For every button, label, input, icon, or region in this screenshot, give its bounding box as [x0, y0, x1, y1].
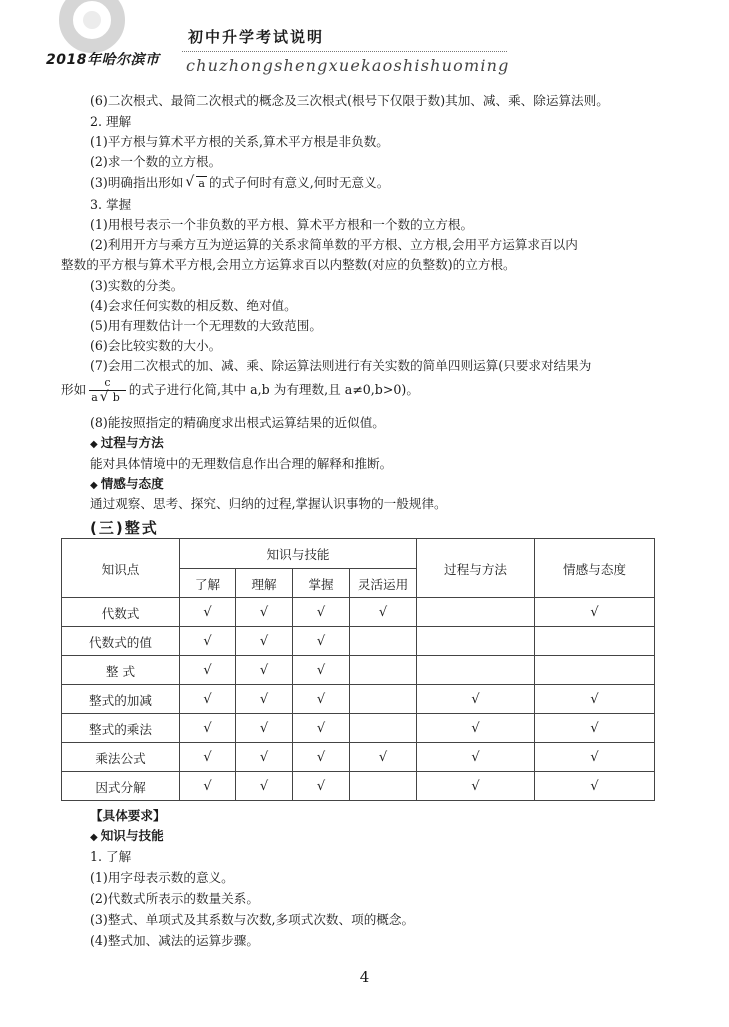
- table-row: [62, 743, 655, 772]
- diamond-bullet-icon: ◆: [90, 832, 98, 843]
- check-cell: √: [535, 685, 655, 714]
- text-line: 能对具体情境中的无理数信息作出合理的解释和推断。: [90, 456, 393, 471]
- table-row: [62, 772, 655, 801]
- text-line: (1)平方根与算术平方根的关系,算术平方根是非负数。: [90, 134, 389, 149]
- header-year-city: 2018年哈尔滨市: [46, 52, 160, 68]
- section-title: (三)整式: [90, 519, 159, 537]
- check-cell: √: [236, 772, 293, 801]
- requirements-heading: 【具体要求】: [90, 808, 166, 823]
- row-label: 代数式: [62, 598, 180, 627]
- header-attitude: 情感与态度: [535, 539, 655, 598]
- text-fragment: 形如: [61, 382, 87, 397]
- table-row: [62, 598, 655, 627]
- check-cell: √: [236, 743, 293, 772]
- header-knowledge-point: 知识点: [62, 539, 180, 598]
- table-row: [62, 656, 655, 685]
- check-cell: √: [417, 743, 535, 772]
- check-cell: √: [236, 627, 293, 656]
- check-cell: √: [180, 598, 236, 627]
- check-cell: √: [180, 772, 236, 801]
- check-cell: √: [417, 685, 535, 714]
- text-line: (8)能按照指定的精确度求出根式运算结果的近似值。: [90, 415, 385, 430]
- text-fragment: 的式子进行化简,其中 a,b 为有理数,且 a≠0,b>0)。: [128, 382, 419, 397]
- subsection-heading: ◆ 过程与方法: [90, 435, 164, 450]
- knowledge-table: [61, 538, 655, 801]
- table-row: [62, 627, 655, 656]
- text-line: (7)会用二次根式的加、减、乘、除运算法则进行有关实数的简单四则运算(只要求对结果为: [90, 358, 592, 373]
- text-fragment: (3)明确指出形如: [90, 175, 184, 190]
- fraction-numerator: c: [89, 376, 126, 391]
- text-line: 3. 掌握: [90, 197, 132, 212]
- check-cell: √: [293, 714, 350, 743]
- text-line: (6)二次根式、最简二次根式的概念及三次根式(根号下仅限于数)其加、减、乘、除运算法则。: [90, 93, 609, 108]
- diamond-bullet-icon: ◆: [90, 480, 98, 491]
- check-cell: √: [180, 685, 236, 714]
- text-line: (2)求一个数的立方根。: [90, 154, 222, 169]
- check-cell: √: [293, 772, 350, 801]
- text-line: (3)整式、单项式及其系数与次数,多项式次数、项的概念。: [90, 912, 415, 927]
- text-line: [61, 376, 419, 405]
- subheader-cell: 掌握: [293, 569, 350, 598]
- row-label: 整 式: [62, 656, 180, 685]
- sqrt-expression: √ a: [185, 174, 205, 190]
- check-cell: [350, 685, 417, 714]
- text-line: (2)代数式所表示的数量关系。: [90, 891, 259, 906]
- text-line: (2)利用开方与乘方互为逆运算的关系求简单数的平方根、立方根,会用平方运算求百以内: [90, 237, 578, 252]
- check-cell: √: [236, 656, 293, 685]
- subheader-cell: 灵活运用: [350, 569, 417, 598]
- check-cell: [417, 656, 535, 685]
- subheader-cell: 理解: [236, 569, 293, 598]
- text-line: (1)用字母表示数的意义。: [90, 870, 234, 885]
- header-divider: [182, 51, 507, 52]
- subsection-heading: ◆ 知识与技能: [90, 828, 164, 843]
- check-cell: [350, 772, 417, 801]
- subheader-cell: 了解: [180, 569, 236, 598]
- check-cell: √: [293, 656, 350, 685]
- table-row: [62, 714, 655, 743]
- check-cell: [350, 656, 417, 685]
- sqrt-radicand: a: [198, 177, 205, 190]
- row-label: 乘法公式: [62, 743, 180, 772]
- text-line: 2. 理解: [90, 114, 132, 129]
- check-cell: √: [293, 627, 350, 656]
- check-cell: √: [417, 772, 535, 801]
- check-cell: √: [180, 743, 236, 772]
- diamond-bullet-icon: ◆: [90, 439, 98, 450]
- header-process-method: 过程与方法: [417, 539, 535, 598]
- row-label: 整式的乘法: [62, 714, 180, 743]
- text-line: 1. 了解: [90, 849, 132, 864]
- check-cell: √: [535, 743, 655, 772]
- check-cell: √: [236, 685, 293, 714]
- check-cell: [535, 656, 655, 685]
- fraction-denominator: a √ b: [91, 389, 120, 405]
- page-number: 4: [359, 968, 370, 986]
- fraction: [89, 376, 126, 405]
- text-line: (4)会求任何实数的相反数、绝对值。: [90, 298, 297, 313]
- text-line: 整数的平方根与算术平方根,会用立方运算求百以内整数(对应的负整数)的立方根。: [61, 257, 516, 272]
- table-header-row: [62, 539, 655, 569]
- table-row: [62, 685, 655, 714]
- check-cell: √: [535, 772, 655, 801]
- header-title: 初中升学考试说明: [188, 28, 325, 46]
- check-cell: √: [180, 627, 236, 656]
- text-line: (5)用有理数估计一个无理数的大致范围。: [90, 318, 322, 333]
- text-line: 通过观察、思考、探究、归纳的过程,掌握认识事物的一般规律。: [90, 496, 447, 511]
- text-fragment: 的式子何时有意义,何时无意义。: [208, 175, 390, 190]
- text-line: (1)用根号表示一个非负数的平方根、算术平方根和一个数的立方根。: [90, 217, 474, 232]
- row-label: 代数式的值: [62, 627, 180, 656]
- check-cell: √: [350, 598, 417, 627]
- check-cell: [417, 598, 535, 627]
- check-cell: √: [293, 743, 350, 772]
- check-cell: √: [180, 714, 236, 743]
- text-line: [90, 174, 389, 193]
- row-label: 因式分解: [62, 772, 180, 801]
- text-line: (4)整式加、减法的运算步骤。: [90, 933, 259, 948]
- check-cell: √: [180, 656, 236, 685]
- check-cell: √: [417, 714, 535, 743]
- subsection-heading: ◆ 情感与态度: [90, 476, 164, 491]
- check-cell: [417, 627, 535, 656]
- check-cell: [350, 714, 417, 743]
- check-cell: √: [535, 714, 655, 743]
- text-line: (6)会比较实数的大小。: [90, 338, 222, 353]
- check-cell: [535, 627, 655, 656]
- check-cell: √: [350, 743, 417, 772]
- check-cell: √: [293, 598, 350, 627]
- check-cell: √: [293, 685, 350, 714]
- check-cell: √: [236, 714, 293, 743]
- header-skill-group: 知识与技能: [180, 539, 417, 569]
- check-cell: [350, 627, 417, 656]
- row-label: 整式的加减: [62, 685, 180, 714]
- check-cell: √: [236, 598, 293, 627]
- header-pinyin: chuzhongshengxuekaoshishuoming: [186, 56, 510, 75]
- check-cell: √: [535, 598, 655, 627]
- text-line: (3)实数的分类。: [90, 278, 184, 293]
